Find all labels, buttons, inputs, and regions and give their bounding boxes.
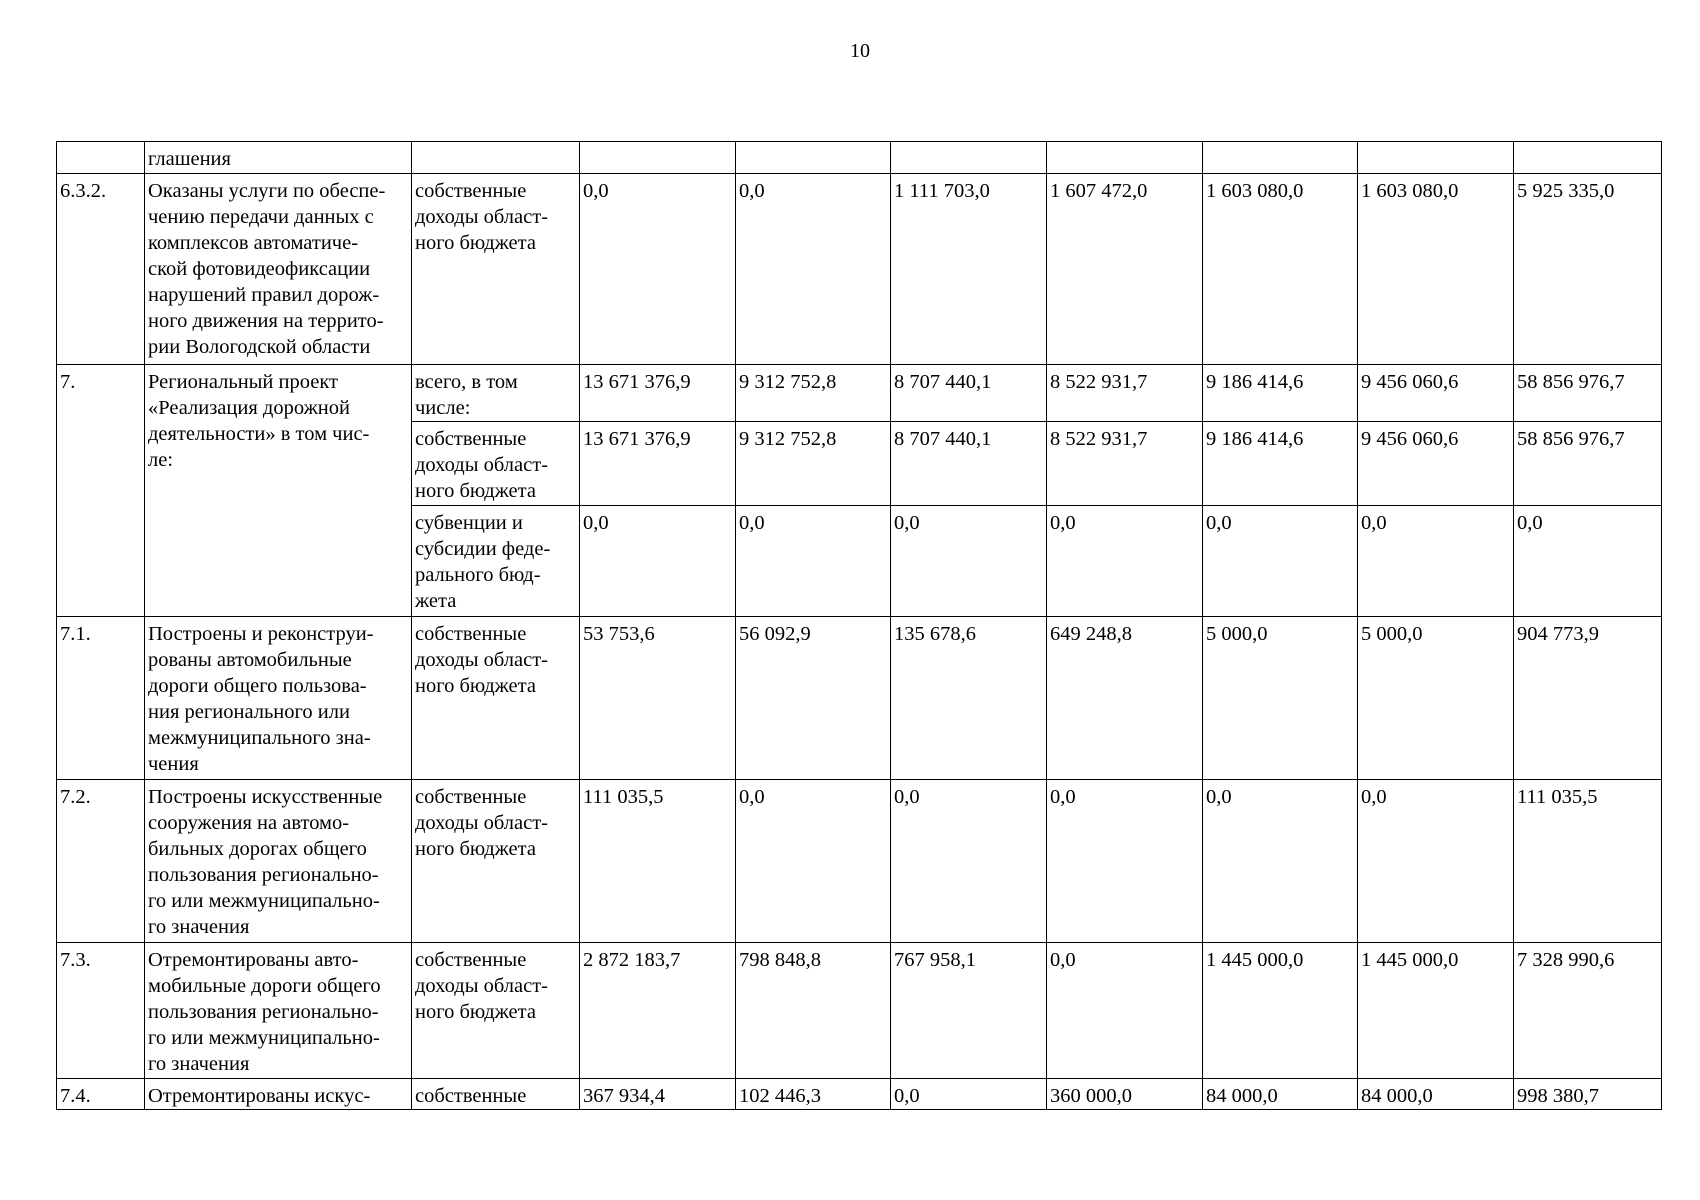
row-name-cell: Оказаны услуги по обеспе- чению передачи данных с комплексов автоматиче- ской фотовидеофиксации нарушений правил дорож- ного движения на террито- рии Вологодской области xyxy=(145,174,412,365)
value-cell: 5 000,0 xyxy=(1203,617,1358,780)
table-row xyxy=(57,943,1662,1079)
row-number-cell xyxy=(57,142,145,174)
value-cell: 9 186 414,6 xyxy=(1203,422,1358,506)
value-cell: 998 380,7 xyxy=(1514,1079,1662,1110)
value-cell xyxy=(1203,142,1358,174)
table-row xyxy=(57,174,1662,365)
value-cell xyxy=(1358,142,1514,174)
value-cell: 5 000,0 xyxy=(1358,617,1514,780)
row-number-cell: 6.3.2. xyxy=(57,174,145,365)
row-source-cell: собственные доходы област- ного бюджета xyxy=(412,422,580,506)
value-cell: 13 671 376,9 xyxy=(580,365,736,422)
value-cell: 9 456 060,6 xyxy=(1358,365,1514,422)
value-cell: 1 445 000,0 xyxy=(1203,943,1358,1079)
row-source-cell: собственные доходы област- ного бюджета xyxy=(412,617,580,780)
value-cell: 0,0 xyxy=(1203,506,1358,617)
value-cell: 5 925 335,0 xyxy=(1514,174,1662,365)
value-cell: 58 856 976,7 xyxy=(1514,422,1662,506)
row-source-cell: собственные доходы област- ного бюджета xyxy=(412,943,580,1079)
row-source-cell: собственные доходы област- ного бюджета xyxy=(412,174,580,365)
value-cell: 8 522 931,7 xyxy=(1047,422,1203,506)
value-cell: 9 186 414,6 xyxy=(1203,365,1358,422)
value-cell: 649 248,8 xyxy=(1047,617,1203,780)
row-name-cell: Отремонтированы искус- xyxy=(145,1079,412,1110)
value-cell: 1 607 472,0 xyxy=(1047,174,1203,365)
value-cell: 84 000,0 xyxy=(1203,1079,1358,1110)
row-source-cell: всего, в том числе: xyxy=(412,365,580,422)
value-cell: 0,0 xyxy=(1047,943,1203,1079)
value-cell: 0,0 xyxy=(736,780,891,943)
row-name-cell: Построены и реконструи- рованы автомобильные дороги общего пользова- ния регионального или межмуниципального зна- чения xyxy=(145,617,412,780)
value-cell: 9 312 752,8 xyxy=(736,422,891,506)
value-cell: 1 603 080,0 xyxy=(1358,174,1514,365)
value-cell: 111 035,5 xyxy=(580,780,736,943)
value-cell: 0,0 xyxy=(736,506,891,617)
value-cell: 1 111 703,0 xyxy=(891,174,1047,365)
table-row xyxy=(57,617,1662,780)
row-name-cell: Построены искусственные сооружения на автомо- бильных дорогах общего пользования регионально- го или межмуниципально- го значения xyxy=(145,780,412,943)
value-cell: 56 092,9 xyxy=(736,617,891,780)
value-cell: 84 000,0 xyxy=(1358,1079,1514,1110)
value-cell: 102 446,3 xyxy=(736,1079,891,1110)
value-cell: 135 678,6 xyxy=(891,617,1047,780)
value-cell xyxy=(736,142,891,174)
value-cell: 0,0 xyxy=(891,506,1047,617)
value-cell xyxy=(1047,142,1203,174)
table-body xyxy=(57,142,1662,1110)
row-number-cell: 7.3. xyxy=(57,943,145,1079)
value-cell: 13 671 376,9 xyxy=(580,422,736,506)
row-name-cell: глашения xyxy=(145,142,412,174)
value-cell: 2 872 183,7 xyxy=(580,943,736,1079)
budget-table xyxy=(56,141,1662,1110)
value-cell: 1 603 080,0 xyxy=(1203,174,1358,365)
value-cell: 798 848,8 xyxy=(736,943,891,1079)
value-cell: 0,0 xyxy=(1358,780,1514,943)
value-cell: 767 958,1 xyxy=(891,943,1047,1079)
row-source-cell: субвенции и субсидии феде- рального бюд- жета xyxy=(412,506,580,617)
value-cell: 0,0 xyxy=(1203,780,1358,943)
value-cell xyxy=(891,142,1047,174)
value-cell: 0,0 xyxy=(1047,780,1203,943)
value-cell: 0,0 xyxy=(580,506,736,617)
value-cell: 0,0 xyxy=(1514,506,1662,617)
value-cell: 0,0 xyxy=(891,1079,1047,1110)
value-cell: 9 312 752,8 xyxy=(736,365,891,422)
value-cell xyxy=(1514,142,1662,174)
value-cell: 0,0 xyxy=(580,174,736,365)
value-cell: 9 456 060,6 xyxy=(1358,422,1514,506)
row-name-cell: Региональный проект «Реализация дорожной деятельности» в том чис- ле: xyxy=(145,365,412,617)
row-number-cell: 7.2. xyxy=(57,780,145,943)
value-cell: 8 707 440,1 xyxy=(891,365,1047,422)
value-cell: 0,0 xyxy=(1047,506,1203,617)
row-number-cell: 7.4. xyxy=(57,1079,145,1110)
value-cell: 0,0 xyxy=(736,174,891,365)
value-cell: 7 328 990,6 xyxy=(1514,943,1662,1079)
table-row xyxy=(57,142,1662,174)
value-cell: 8 707 440,1 xyxy=(891,422,1047,506)
row-source-cell xyxy=(412,142,580,174)
value-cell: 360 000,0 xyxy=(1047,1079,1203,1110)
value-cell: 367 934,4 xyxy=(580,1079,736,1110)
value-cell: 58 856 976,7 xyxy=(1514,365,1662,422)
table-row xyxy=(57,780,1662,943)
row-number-cell: 7.1. xyxy=(57,617,145,780)
table-row xyxy=(57,1079,1662,1110)
value-cell: 8 522 931,7 xyxy=(1047,365,1203,422)
table-row xyxy=(57,365,1662,422)
value-cell: 53 753,6 xyxy=(580,617,736,780)
value-cell: 0,0 xyxy=(891,780,1047,943)
value-cell: 111 035,5 xyxy=(1514,780,1662,943)
value-cell: 0,0 xyxy=(1358,506,1514,617)
row-name-cell: Отремонтированы авто- мобильные дороги общего пользования регионально- го или межмуниципально- го значения xyxy=(145,943,412,1079)
value-cell: 904 773,9 xyxy=(1514,617,1662,780)
row-source-cell: собственные доходы област- ного бюджета xyxy=(412,780,580,943)
row-number-cell: 7. xyxy=(57,365,145,617)
value-cell: 1 445 000,0 xyxy=(1358,943,1514,1079)
value-cell xyxy=(580,142,736,174)
page-number: 10 xyxy=(850,40,870,62)
row-source-cell: собственные xyxy=(412,1079,580,1110)
